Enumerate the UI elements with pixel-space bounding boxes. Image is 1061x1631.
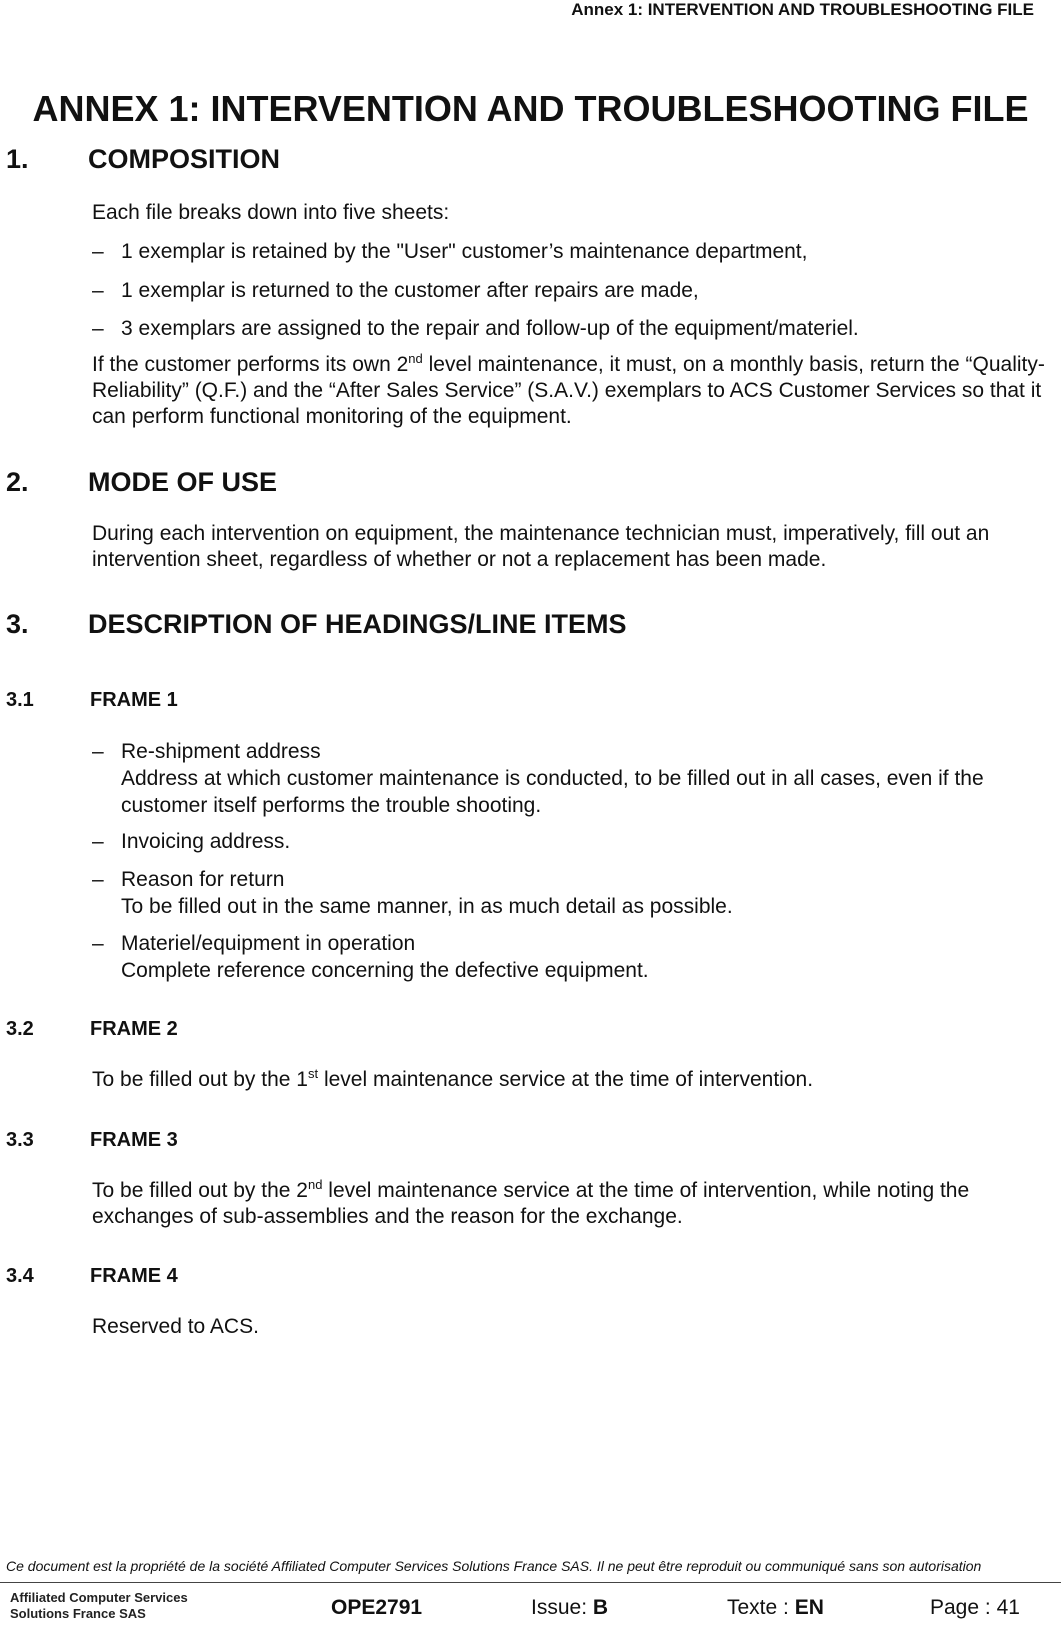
superscript: nd [307,1177,323,1192]
section-number: 1. [6,144,29,174]
section-title: DESCRIPTION OF HEADINGS/LINE ITEMS [88,609,627,639]
paragraph-text: level maintenance, it must, on a monthly basis, return the “Quality-Reliability” (Q.F.) and the “After Sales Service” (S.A.V.) exemplars to ACS Customer Services so that it can perform functional monitoring of the equipment. [92,353,1045,428]
list-item-text: 1 exemplar is retained by the "User" customer’s maintenance department, [121,240,808,263]
document-reference: OPE2791 [331,1596,423,1619]
list-item-head: Materiel/equipment in operation [121,932,416,955]
frame-2-paragraph [92,1067,1052,1093]
subsection-number: 3.1 [6,689,34,711]
section-heading-composition [6,144,1006,176]
bullet-dash: – [92,868,104,891]
paragraph-text: level maintenance service at the time of intervention. [318,1068,814,1091]
running-header: Annex 1: INTERVENTION AND TROUBLESHOOTING FILE [571,0,1034,19]
paragraph-text: To be filled out by the 1 [92,1068,308,1091]
company-logo [10,1590,188,1622]
issue [531,1596,608,1620]
frame-4-paragraph: Reserved to ACS. [92,1315,259,1338]
list-item [92,315,1052,342]
subsection-heading-frame-2 [6,1018,606,1044]
mode-of-use-paragraph: During each intervention on equipment, the maintenance technician must, imperatively, fill out an intervention sheet, regardless of whether or not a replacement has been made. [92,522,990,571]
subsection-heading-frame-4 [6,1265,606,1291]
list-item-body: Complete reference concerning the defective equipment. [121,959,649,982]
list-item-text: 1 exemplar is returned to the customer after repairs are made, [121,279,699,302]
list-item [92,238,1052,265]
subsection-number: 3.3 [6,1129,34,1151]
section-title: MODE OF USE [88,467,278,497]
list-item-head: Re-shipment address [121,740,321,763]
superscript: st [307,1066,319,1081]
page-title: ANNEX 1: INTERVENTION AND TROUBLESHOOTING FILE [32,88,1029,129]
subsection-title: FRAME 1 [90,689,178,711]
paragraph-text: To be filled out by the 2 [92,1179,308,1202]
section-heading-mode-of-use [6,467,1006,499]
paragraph-text: level maintenance service at the time of intervention, while noting the exchanges of sub-assemblies and the reason for the exchange. [92,1179,970,1228]
list-item [92,866,1052,920]
logo-line-2: Solutions France SAS [10,1606,146,1621]
list-item [92,277,1052,304]
subsection-heading-frame-1 [6,689,606,715]
text-language [727,1596,824,1620]
page-number [930,1596,1020,1620]
subsection-title: FRAME 3 [90,1129,178,1151]
issue-value: B [592,1596,609,1619]
subsection-heading-frame-3 [6,1129,606,1155]
list-item [92,828,1052,855]
section-heading-description [6,609,1006,641]
list-item-body: To be filled out in the same manner, in as much detail as possible. [121,895,733,918]
bullet-dash: – [92,317,104,340]
subsection-title: FRAME 4 [90,1265,178,1287]
texte-label: Texte : [727,1596,795,1619]
list-item [92,930,1052,984]
issue-label: Issue: [531,1596,593,1619]
footer-divider [0,1582,1061,1583]
list-item-text: 3 exemplars are assigned to the repair and follow-up of the equipment/materiel. [121,317,859,340]
section-number: 2. [6,467,29,497]
subsection-number: 3.4 [6,1265,34,1287]
subsection-number: 3.2 [6,1018,34,1040]
bullet-dash: – [92,740,104,763]
subsection-title: FRAME 2 [90,1018,178,1040]
bullet-dash: – [92,240,104,263]
paragraph-text: If the customer performs its own 2 [92,353,409,376]
page-footer [0,1590,1061,1630]
superscript: nd [408,351,423,366]
section-title: COMPOSITION [88,144,281,174]
list-item-head: Invoicing address. [121,830,291,853]
logo-line-1: Affiliated Computer Services [10,1590,188,1605]
page-label: Page : [930,1596,997,1619]
list-item-body: Address at which customer maintenance is conducted, to be filled out in all cases, even if the customer itself performs the trouble shooting. [121,767,984,817]
list-item [92,738,1052,819]
page-value: 41 [996,1596,1020,1619]
section-number: 3. [6,609,29,639]
list-item-head: Reason for return [121,868,285,891]
frame-3-paragraph [92,1178,1052,1230]
bullet-dash: – [92,932,104,955]
composition-intro: Each file breaks down into five sheets: [92,201,450,224]
composition-paragraph [92,352,1052,430]
confidentiality-note: Ce document est la propriété de la société Affiliated Computer Services Solutions France SAS. Il ne peut être reproduit ou communiqué sans son autorisation [6,1558,982,1574]
texte-value: EN [794,1596,824,1619]
bullet-dash: – [92,830,104,853]
bullet-dash: – [92,279,104,302]
